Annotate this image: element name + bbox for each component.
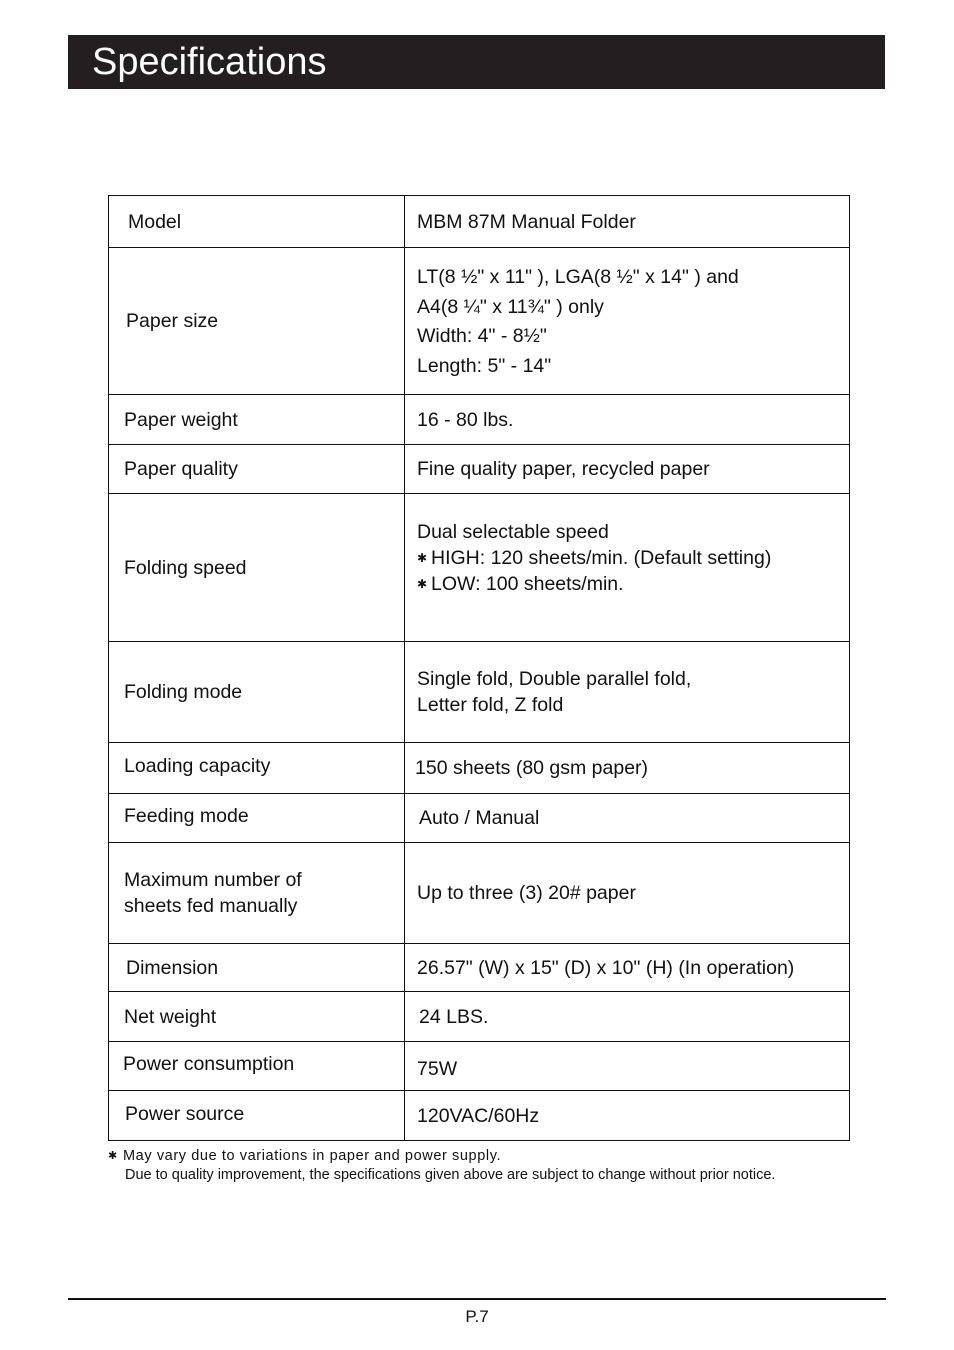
value-line: 75W	[417, 1057, 458, 1080]
table-row	[109, 1042, 850, 1091]
table-row	[109, 248, 850, 395]
value-line: Fine quality paper, recycled paper	[417, 458, 710, 480]
table-row	[109, 445, 850, 494]
page-number: P.7	[465, 1307, 489, 1326]
value-line: Dual selectable speed	[417, 520, 609, 543]
spec-value-model	[405, 196, 850, 248]
value-line: 26.57" (W) x 15" (D) x 10" (H) (In operation)	[417, 956, 795, 979]
table-row	[109, 743, 850, 794]
value-line: A4(8 ¼" x 11¾" ) only	[417, 295, 604, 318]
spec-value-dimension	[405, 944, 850, 992]
spec-value-max-sheets-manual	[405, 843, 850, 944]
value-line: 150 sheets (80 gsm paper)	[415, 757, 649, 779]
asterisk-icon: ✱	[417, 550, 428, 565]
footnote-text: May vary due to variations in paper and power supply.	[123, 1148, 502, 1164]
spec-value-paper-weight	[405, 395, 850, 445]
value-line: 120VAC/60Hz	[417, 1104, 540, 1127]
value-line: Length: 5" - 14"	[417, 354, 552, 377]
value-line: LT(8 ½" x 11" ), LGA(8 ½" x 14" ) and	[417, 266, 739, 288]
value-line: MBM 87M Manual Folder	[417, 210, 636, 233]
spec-label-net-weight	[109, 992, 405, 1042]
label-line: Power consumption	[123, 1052, 295, 1075]
value-line: 16 - 80 lbs.	[417, 408, 514, 431]
spec-value-folding-mode	[405, 642, 850, 743]
label-line: Folding speed	[124, 556, 247, 579]
table-row	[109, 1091, 850, 1141]
label-line: Power source	[125, 1102, 245, 1125]
spec-value-paper-quality	[405, 445, 850, 494]
spec-label-loading-capacity	[109, 743, 405, 794]
footnote-text: Due to quality improvement, the specifications given above are subject to change without prior notice.	[125, 1167, 776, 1183]
spec-label-folding-mode	[109, 642, 405, 743]
label-line: Loading capacity	[124, 755, 271, 777]
label-line: Folding mode	[124, 681, 243, 703]
table-row	[109, 944, 850, 992]
table-row	[109, 843, 850, 944]
footnote	[108, 1147, 775, 1166]
value-line	[417, 571, 837, 597]
table-row	[109, 196, 850, 248]
value-line: Auto / Manual	[419, 807, 540, 829]
label-line: Paper quality	[124, 458, 238, 480]
table-row	[109, 494, 850, 642]
footer-divider	[68, 1298, 886, 1300]
footnotes	[108, 1147, 775, 1185]
label-line: Model	[128, 210, 182, 233]
table-row	[109, 794, 850, 843]
table-row	[109, 992, 850, 1042]
value-line: Up to three (3) 20# paper	[417, 882, 636, 904]
spec-label-power-consumption	[109, 1042, 405, 1091]
value-text: HIGH: 120 sheets/min. (Default setting)	[431, 546, 772, 569]
label-line: Dimension	[126, 956, 219, 979]
spec-label-paper-quality	[109, 445, 405, 494]
spec-label-dimension	[109, 944, 405, 992]
spec-label-max-sheets-manual	[109, 843, 405, 944]
table-row	[109, 395, 850, 445]
spec-label-model	[109, 196, 405, 248]
specifications-table	[108, 195, 850, 1141]
spec-value-paper-size	[405, 248, 850, 395]
footnote	[108, 1166, 775, 1185]
spec-label-paper-weight	[109, 395, 405, 445]
label-line: Feeding mode	[124, 805, 249, 827]
title-bar	[68, 35, 885, 89]
label-line: Net weight	[124, 1005, 217, 1028]
label-line: sheets fed manually	[124, 895, 298, 917]
spec-label-feeding-mode	[109, 794, 405, 843]
value-line: Width: 4" - 8½"	[417, 325, 547, 347]
table-row	[109, 642, 850, 743]
spec-label-power-source	[109, 1091, 405, 1141]
spacer	[417, 597, 837, 617]
spec-value-loading-capacity	[405, 743, 850, 794]
value-line: Letter fold, Z fold	[417, 694, 564, 716]
spec-value-folding-speed	[405, 494, 850, 642]
asterisk-icon: ✱	[417, 576, 428, 591]
spec-value-feeding-mode	[405, 794, 850, 843]
spec-value-net-weight	[405, 992, 850, 1042]
spec-label-paper-size	[109, 248, 405, 395]
value-line	[417, 545, 837, 571]
value-line: Single fold, Double parallel fold,	[417, 668, 692, 690]
label-line: Paper size	[126, 310, 219, 332]
spec-value-power-consumption	[405, 1042, 850, 1091]
value-text: LOW: 100 sheets/min.	[431, 572, 624, 595]
label-line: Maximum number of	[124, 869, 302, 891]
spec-value-power-source	[405, 1091, 850, 1141]
label-line: Paper weight	[124, 408, 238, 431]
page-title: Specifications	[92, 41, 327, 83]
value-line: 24 LBS.	[419, 1005, 489, 1028]
spec-label-folding-speed	[109, 494, 405, 642]
asterisk-icon: ✱	[108, 1150, 118, 1162]
